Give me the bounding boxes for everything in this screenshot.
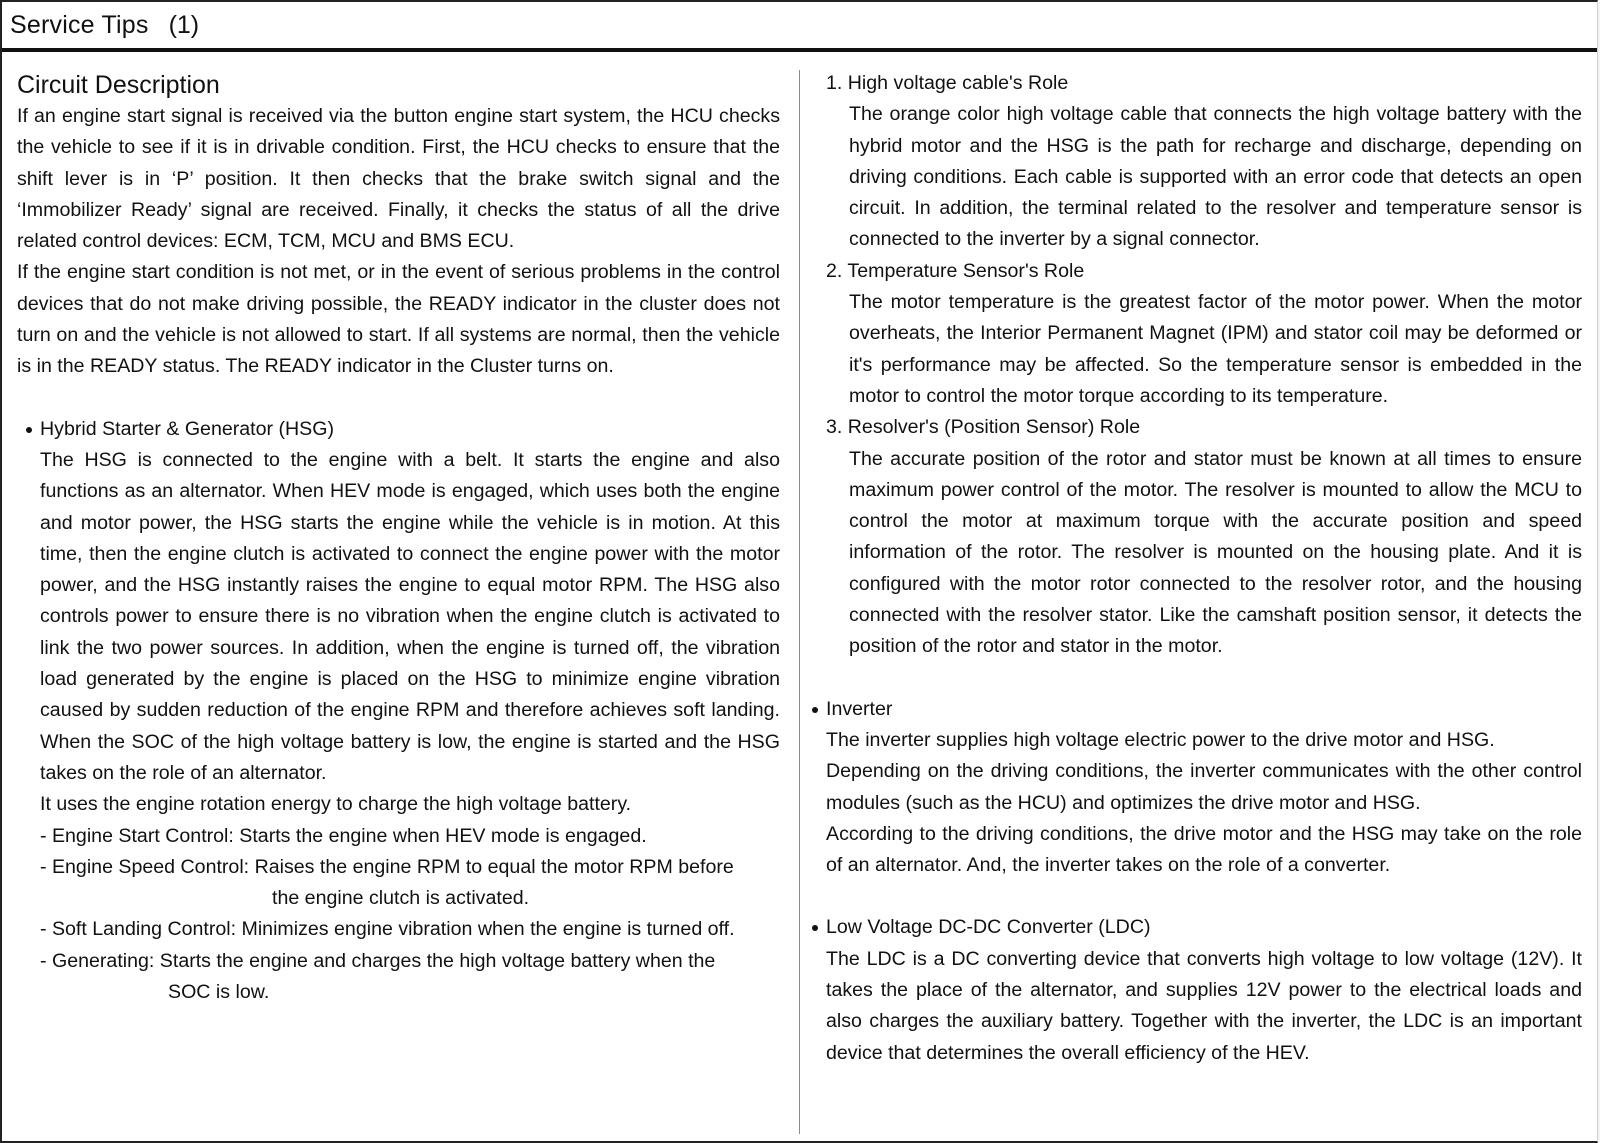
left-column — [17, 68, 780, 1008]
hsg-title: Hybrid Starter & Generator (HSG) — [40, 417, 334, 440]
hsg-function-item-continuation: SOC is low. — [168, 981, 270, 1004]
hsg-body-last: It uses the engine rotation energy to charge the high voltage battery. — [40, 793, 632, 816]
inverter-heading — [826, 694, 1582, 725]
page-title: Service Tips — [10, 10, 149, 39]
ldc-heading — [826, 912, 1582, 943]
hsg-heading — [17, 414, 780, 445]
bullet-icon — [26, 427, 32, 433]
hv-cable-heading: 1. High voltage cable's Role — [826, 72, 1069, 94]
circuit-description-heading: Circuit Description — [17, 71, 220, 99]
ldc-body: The LDC is a DC converting device that converts high voltage to low voltage (12V). It takes the place of the alternator, and supplies 12V power to the electrical loads and also charges the auxiliary battery. Together with the inverter, the LDC is an important device that determines the overall efficiency of the HEV. — [826, 947, 1582, 1064]
intro-paragraph: If an engine start signal is received via the button engine start system, the HCU checks the vehicle to see if it is in drivable condition. First, the HCU checks to ensure that the shift lever is in ‘P’ position. It then checks that the brake switch signal and the ‘Immobilizer Ready’ signal are received. Finally, it checks the status of all the drive related control devices: ECM, TCM, MCU and BMS ECU. — [17, 105, 780, 253]
page-number: (1) — [168, 10, 200, 39]
hsg-function-item-continuation: the engine clutch is activated. — [272, 887, 530, 910]
inverter-title: Inverter — [826, 697, 893, 720]
intro-paragraph: If the engine start condition is not met, or in the event of serious problems in the control devices that do not make driving possible, the READY indicator in the cluster does not turn on and the vehicle is not allowed to start. If all systems are normal, then the vehicle is in the READY status. The READY indicator in the Cluster turns on. — [17, 261, 780, 378]
bullet-icon — [812, 707, 818, 713]
resolver-heading: 3. Resolver's (Position Sensor) Role — [826, 416, 1141, 439]
temp-sensor-heading: 2. Temperature Sensor's Role — [826, 259, 1085, 282]
inverter-line: Depending on the driving conditions, the inverter communicates with the other control modules (such as the HCU) and optimizes the drive motor and HSG. — [826, 760, 1582, 814]
page-header — [2, 2, 1597, 52]
bullet-icon — [812, 925, 818, 931]
ldc-title: Low Voltage DC-DC Converter (LDC) — [826, 916, 1151, 939]
temp-sensor-body: The motor temperature is the greatest factor of the motor power. When the motor overheats, the Interior Permanent Magnet (IPM) and stator coil may be deformed or it's performance may be affected. So the temperature sensor is embedded in the motor to control the motor torque according to its temperature. — [849, 291, 1582, 407]
inverter-line: The inverter supplies high voltage electric power to the drive motor and HSG. — [826, 728, 1495, 751]
hsg-function-item: - Engine Speed Control: Raises the engine RPM to equal the motor RPM before — [40, 855, 734, 878]
hsg-body: The HSG is connected to the engine with a belt. It starts the engine and also functions as an alternator. When HEV mode is engaged, which uses both the engine and motor power, the HSG starts the engine while the vehicle is in motion. At this time, then the engine clutch is activated to connect the engine power with the motor power, and the HSG instantly raises the engine to equal motor RPM. The HSG also controls power to ensure there is no vibration when the engine clutch is activated to link the two power sources. In addition, when the engine is turned off, the vibration load generated by the engine is placed on the HSG to minimize engine vibration caused by sudden reduction of the engine RPM and therefore achieves soft landing. When the SOC of the high voltage battery is low, the engine is started and the HSG takes on the role of an alternator. — [40, 448, 780, 784]
resolver-body: The accurate position of the rotor and stator must be known at all times to ensure maximum power control of the motor. The resolver is mounted to allow the MCU to control the motor at maximum torque with the accurate position and speed information of the rotor. The resolver is mounted on the housing plate. And it is configured with the motor rotor connected to the resolver rotor, and the housing connected with the resolver stator. Like the camshaft position sensor, it detects the position of the rotor and stator in the motor. — [849, 447, 1582, 658]
column-divider — [799, 70, 800, 1134]
right-column — [826, 68, 1582, 1069]
hv-cable-body: The orange color high voltage cable that connects the high voltage battery with the hybrid motor and the HSG is the path for recharge and discharge, depending on driving conditions. Each cable is supported with an error code that detects an open circuit. In addition, the terminal related to the resolver and temperature sensor is connected to the inverter by a signal connector. — [849, 103, 1582, 251]
hsg-function-item: - Engine Start Control: Starts the engine when HEV mode is engaged. — [40, 824, 647, 847]
inverter-line: According to the driving conditions, the drive motor and the HSG may take on the role of an alternator. And, the inverter takes on the role of a converter. — [826, 822, 1582, 877]
hsg-function-item: - Soft Landing Control: Minimizes engine vibration when the engine is turned off. — [40, 918, 735, 941]
hsg-function-item: - Generating: Starts the engine and charges the high voltage battery when the — [40, 949, 716, 972]
